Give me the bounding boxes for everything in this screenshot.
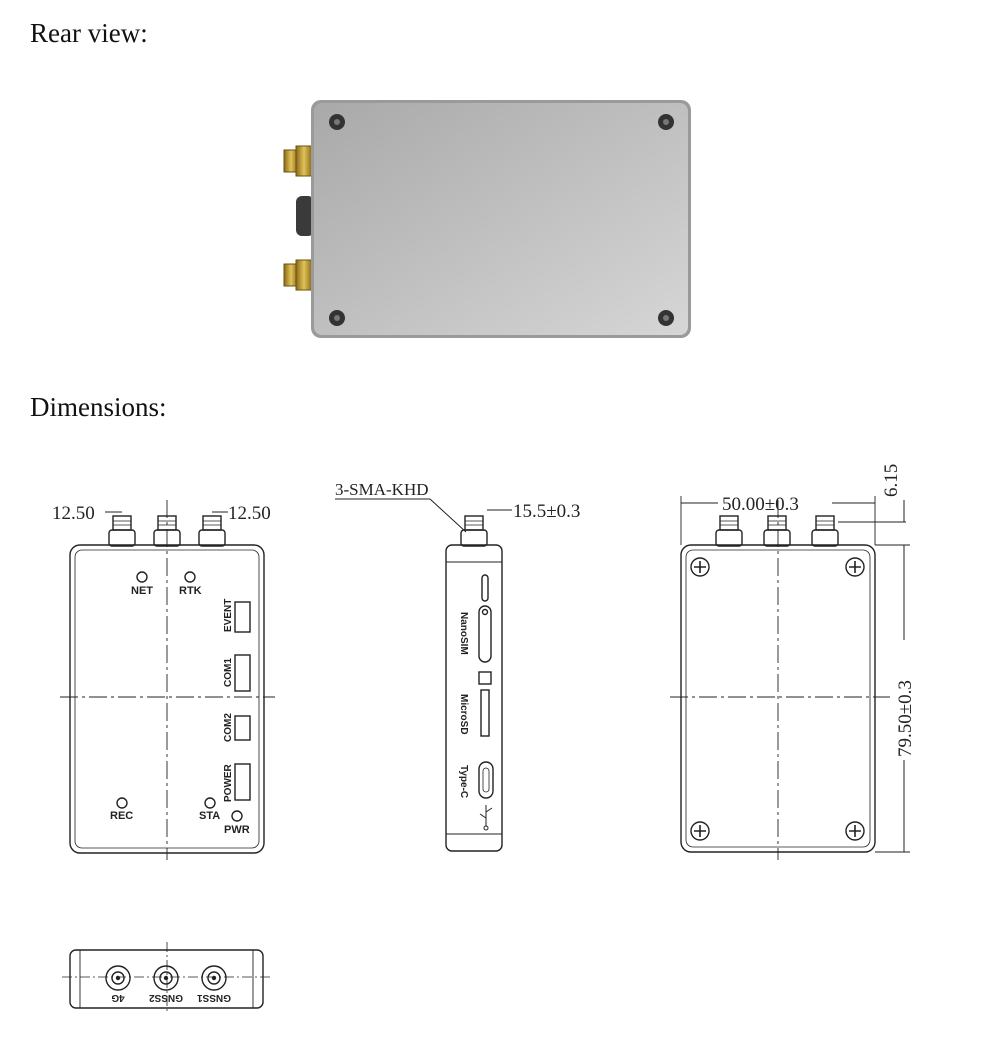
port-com1-icon [235,655,250,691]
led-net-icon [137,572,147,582]
label-com2: COM2 [223,713,234,742]
side-thickness: 15.5±0.3 [513,501,581,522]
label-pwr: PWR [224,824,250,836]
led-rec-icon [117,798,127,808]
label-gnss2: GNSS2 [149,992,183,1003]
bottom-gnss2-connector [154,966,178,990]
label-4g: 4G [111,992,125,1003]
label-rtk: RTK [179,585,202,597]
front-dim-right: 12.50 [228,503,271,524]
front-view [60,500,275,860]
back-view [670,496,910,860]
label-com1: COM1 [223,658,234,687]
port-com2-icon [235,716,250,740]
label-rec: REC [110,810,134,822]
usb-icon [480,805,492,830]
side-callout: 3-SMA-KHD [335,480,429,499]
rear-plate [314,103,688,335]
bottom-gnss1-connector [202,966,226,990]
label-power: POWER [223,764,234,802]
typec-port-icon [479,762,493,798]
nanosim-eject-icon [482,575,488,601]
back-connector-height: 6.15 [881,463,902,497]
label-nanosim: NanoSIM [458,612,469,655]
label-microsd: MicroSD [458,694,469,735]
led-rtk-icon [185,572,195,582]
back-height: 79.50±0.3 [895,680,916,757]
rear-view-heading: Rear view: [30,18,148,48]
sma-connector-bottom [284,260,312,290]
port-power-icon [235,764,250,800]
side-view [335,499,512,851]
port-event-icon [235,602,250,632]
back-width: 50.00±0.3 [722,494,799,515]
sma-connector-top [284,146,312,176]
sdcard-icon [479,672,491,684]
label-gnss1: GNSS1 [197,992,231,1003]
label-net: NET [131,585,153,597]
front-dim-left: 12.50 [52,503,95,524]
led-pwr-icon [232,811,242,821]
label-event: EVENT [223,598,234,632]
dimensions-heading: Dimensions: [30,392,167,422]
rear-view-device [284,100,691,338]
label-sta: STA [199,810,221,822]
back-screws [691,558,864,840]
label-typec: Type-C [458,765,469,799]
bottom-4g-connector [106,966,130,990]
microsd-slot-icon [481,690,489,736]
led-sta-icon [205,798,215,808]
